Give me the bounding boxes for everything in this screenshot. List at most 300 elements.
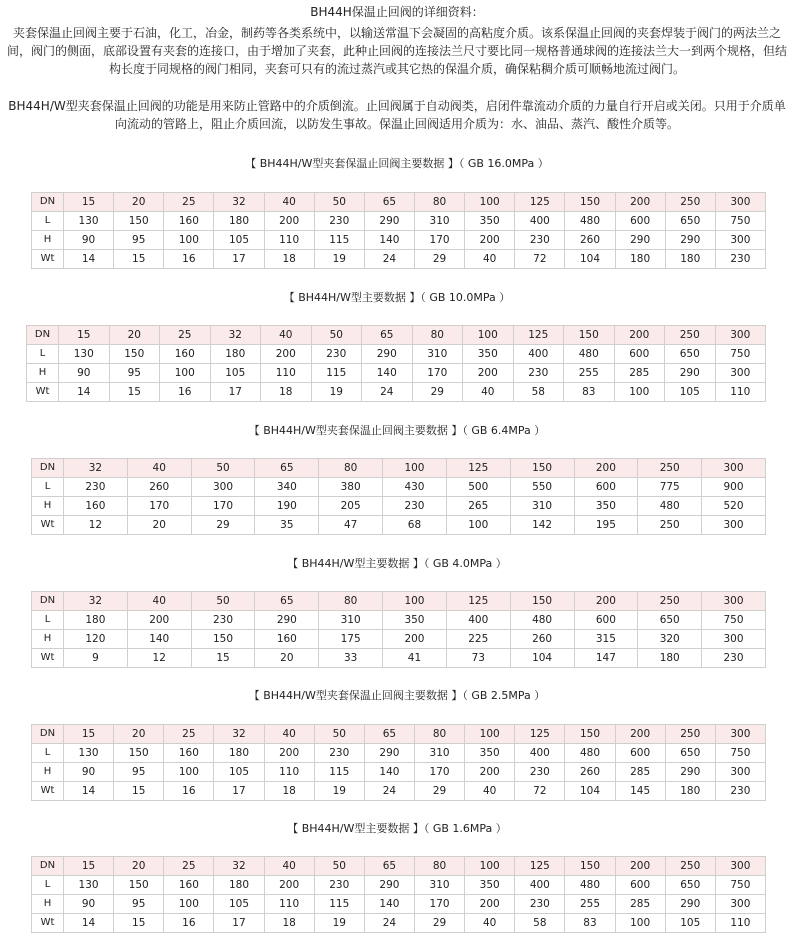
table-cell: 285 — [615, 763, 665, 782]
table-cell: 310 — [412, 345, 463, 364]
table-cell: 130 — [64, 744, 114, 763]
table-cell: 110 — [264, 895, 314, 914]
table-cell: 16 — [164, 914, 214, 933]
table-heading-16mpa: 【 BH44H/W型夹套保温止回阀主要数据 】（ GB 16.0MPa ） — [245, 157, 549, 170]
table-cell: 58 — [515, 914, 565, 933]
table-cell: 95 — [109, 364, 160, 383]
table-cell: 290 — [665, 763, 715, 782]
table-cell: 40 — [264, 857, 314, 876]
table-cell: 65 — [364, 725, 414, 744]
table-cell: 300 — [715, 857, 765, 876]
table-cell: 29 — [414, 250, 464, 269]
table-cell: 170 — [412, 364, 463, 383]
row-label-wt: Wt — [27, 383, 59, 402]
table-cell: 300 — [702, 630, 766, 649]
table-cell: 750 — [715, 876, 765, 895]
table-cell: 65 — [364, 193, 414, 212]
table-cell: 16 — [164, 250, 214, 269]
table-cell: 25 — [160, 326, 211, 345]
table-cell: 750 — [715, 345, 766, 364]
table-cell: 14 — [64, 782, 114, 801]
table-cell: 200 — [465, 231, 515, 250]
table-cell: 315 — [574, 630, 638, 649]
table-cell: 150 — [510, 459, 574, 478]
table-cell: 775 — [638, 478, 702, 497]
table-cell: 300 — [702, 592, 766, 611]
table-cell: 83 — [565, 914, 615, 933]
table-cell: 180 — [638, 649, 702, 668]
table-cell: 550 — [510, 478, 574, 497]
table-cell: 290 — [364, 876, 414, 895]
table-cell: 300 — [702, 459, 766, 478]
table-row-l — [32, 212, 766, 231]
table-row-h — [32, 895, 766, 914]
table-cell: 350 — [465, 744, 515, 763]
table-cell: 40 — [465, 250, 515, 269]
table-cell: 150 — [565, 193, 615, 212]
table-cell: 290 — [362, 345, 413, 364]
table-cell: 65 — [255, 592, 319, 611]
table-cell: 285 — [614, 364, 665, 383]
table-cell: 250 — [638, 459, 702, 478]
table-cell: 600 — [614, 345, 665, 364]
table-cell: 650 — [638, 611, 702, 630]
table-cell: 72 — [515, 782, 565, 801]
table-cell: 20 — [114, 193, 164, 212]
table-cell: 195 — [574, 516, 638, 535]
table-row-dn — [32, 857, 766, 876]
table-cell: 40 — [261, 326, 312, 345]
table-cell: 230 — [314, 876, 364, 895]
row-label-dn: DN — [32, 725, 64, 744]
table-cell: 15 — [109, 383, 160, 402]
table-cell: 73 — [446, 649, 510, 668]
table-cell: 180 — [665, 250, 715, 269]
table-cell: 205 — [319, 497, 383, 516]
table-cell: 380 — [319, 478, 383, 497]
table-cell: 230 — [311, 345, 362, 364]
table-cell: 170 — [414, 231, 464, 250]
table-cell: 16 — [160, 383, 211, 402]
table-cell: 15 — [114, 250, 164, 269]
table-cell: 290 — [665, 231, 715, 250]
table-cell: 650 — [665, 345, 716, 364]
spec-table-10mpa — [26, 325, 766, 402]
table-cell: 80 — [414, 193, 464, 212]
table-cell: 180 — [615, 250, 665, 269]
table-cell: 25 — [164, 725, 214, 744]
table-cell: 80 — [414, 857, 464, 876]
table-cell: 480 — [565, 876, 615, 895]
table-cell: 33 — [319, 649, 383, 668]
table-cell: 12 — [64, 516, 128, 535]
table-cell: 18 — [264, 782, 314, 801]
table-cell: 500 — [446, 478, 510, 497]
table-cell: 310 — [414, 744, 464, 763]
table-cell: 14 — [64, 914, 114, 933]
table-cell: 265 — [446, 497, 510, 516]
table-cell: 650 — [665, 744, 715, 763]
table-cell: 40 — [465, 914, 515, 933]
table-cell: 170 — [191, 497, 255, 516]
row-label-dn: DN — [27, 326, 59, 345]
table-cell: 200 — [465, 763, 515, 782]
table-cell: 32 — [214, 193, 264, 212]
table-cell: 160 — [64, 497, 128, 516]
table-cell: 310 — [510, 497, 574, 516]
table-cell: 40 — [463, 383, 514, 402]
table-cell: 350 — [383, 611, 447, 630]
table-cell: 255 — [564, 364, 615, 383]
table-cell: 320 — [638, 630, 702, 649]
table-cell: 100 — [465, 193, 515, 212]
table-cell: 230 — [515, 895, 565, 914]
document-title: BH44H保温止回阀的详细资料： — [310, 5, 484, 19]
table-cell: 100 — [383, 459, 447, 478]
table-cell: 29 — [412, 383, 463, 402]
row-label-wt: Wt — [32, 250, 64, 269]
table-cell: 18 — [264, 250, 314, 269]
table-cell: 200 — [615, 857, 665, 876]
table-row-wt — [32, 914, 766, 933]
spec-table-4mpa — [31, 591, 766, 668]
table-cell: 19 — [314, 250, 364, 269]
table-cell: 50 — [191, 459, 255, 478]
table-cell: 310 — [414, 212, 464, 231]
row-label-h: H — [27, 364, 59, 383]
row-label-dn: DN — [32, 459, 64, 478]
table-cell: 480 — [565, 744, 615, 763]
table-cell: 300 — [715, 326, 766, 345]
table-cell: 230 — [515, 763, 565, 782]
table-cell: 25 — [164, 857, 214, 876]
table-cell: 170 — [127, 497, 191, 516]
table-cell: 180 — [214, 744, 264, 763]
table-cell: 80 — [319, 459, 383, 478]
table-cell: 32 — [214, 725, 264, 744]
spec-table-1-6mpa — [31, 856, 766, 933]
table-cell: 230 — [715, 782, 765, 801]
table-cell: 110 — [715, 383, 766, 402]
table-cell: 290 — [364, 744, 414, 763]
table-cell: 110 — [264, 763, 314, 782]
table-cell: 300 — [715, 763, 765, 782]
table-cell: 230 — [314, 744, 364, 763]
table-cell: 160 — [160, 345, 211, 364]
table-cell: 230 — [314, 212, 364, 231]
table-cell: 230 — [515, 231, 565, 250]
table-cell: 350 — [465, 212, 515, 231]
table-cell: 140 — [364, 231, 414, 250]
table-cell: 65 — [364, 857, 414, 876]
row-label-h: H — [32, 497, 64, 516]
table-cell: 125 — [515, 725, 565, 744]
intro-paragraph: 夹套保温止回阀主要于石油，化工，冶金，制药等各类系统中，以输送常温下会凝固的高粘度介质。该系保温止回阀的夹套焊装于阀门的两法兰之间，阀门的侧面，底部设置有夹套的连接口，由于增加了夹套，此种止回阀的连接法兰尺寸要比同一规格普通球阀的连接法兰大一到两个规格，但结构长度于同规格的阀门相同，夹套可只有的流过蒸汽或其它热的保温介质，确保粘稠介质可顺畅地流过阀门。 — [6, 26, 787, 76]
table-cell: 130 — [64, 212, 114, 231]
table-cell: 230 — [383, 497, 447, 516]
table-cell: 41 — [383, 649, 447, 668]
table-cell: 285 — [615, 895, 665, 914]
table-row-l — [27, 345, 766, 364]
table-cell: 20 — [114, 725, 164, 744]
table-cell: 150 — [114, 876, 164, 895]
table-cell: 147 — [574, 649, 638, 668]
table-cell: 47 — [319, 516, 383, 535]
table-row-l — [32, 478, 766, 497]
table-cell: 110 — [715, 914, 765, 933]
table-cell: 480 — [510, 611, 574, 630]
table-cell: 24 — [364, 782, 414, 801]
table-cell: 310 — [414, 876, 464, 895]
table-cell: 400 — [515, 744, 565, 763]
table-cell: 120 — [64, 630, 128, 649]
table-cell: 15 — [191, 649, 255, 668]
table-cell: 18 — [264, 914, 314, 933]
table-cell: 750 — [715, 744, 765, 763]
table-row-wt — [27, 383, 766, 402]
table-cell: 17 — [214, 250, 264, 269]
table-cell: 104 — [565, 250, 615, 269]
table-cell: 350 — [465, 876, 515, 895]
table-cell: 150 — [191, 630, 255, 649]
function-paragraph: BH44H/W型夹套保温止回阀的功能是用来防止管路中的介质倒流。止回阀属于自动阀类，启闭件靠流动介质的力量自行开启或关闭。只用于介质单向流动的管路上，阻止介质回流，以防发生事故。保温止回阀适用介质为：水、油品、蒸汽、酸性介质等。 — [8, 99, 786, 131]
table-cell: 29 — [414, 914, 464, 933]
table-cell: 200 — [615, 193, 665, 212]
table-cell: 40 — [127, 459, 191, 478]
table-row-dn — [32, 193, 766, 212]
table-cell: 100 — [160, 364, 211, 383]
row-label-wt: Wt — [32, 914, 64, 933]
table-cell: 15 — [64, 193, 114, 212]
table-cell: 50 — [311, 326, 362, 345]
table-cell: 50 — [314, 725, 364, 744]
table-cell: 300 — [715, 193, 765, 212]
table-cell: 290 — [665, 895, 715, 914]
row-label-wt: Wt — [32, 782, 64, 801]
table-cell: 40 — [127, 592, 191, 611]
row-label-h: H — [32, 630, 64, 649]
table-cell: 105 — [665, 914, 715, 933]
table-cell: 125 — [515, 857, 565, 876]
table-cell: 200 — [463, 364, 514, 383]
table-cell: 100 — [164, 763, 214, 782]
table-row-dn — [32, 592, 766, 611]
table-cell: 150 — [564, 326, 615, 345]
table-cell: 260 — [127, 478, 191, 497]
table-cell: 15 — [64, 725, 114, 744]
table-cell: 100 — [465, 725, 515, 744]
table-cell: 100 — [164, 895, 214, 914]
table-cell: 200 — [264, 212, 314, 231]
table-cell: 250 — [638, 516, 702, 535]
table-cell: 20 — [127, 516, 191, 535]
table-cell: 90 — [64, 231, 114, 250]
table-cell: 175 — [319, 630, 383, 649]
table-cell: 65 — [362, 326, 413, 345]
table-cell: 58 — [513, 383, 564, 402]
table-cell: 600 — [615, 876, 665, 895]
table-cell: 100 — [615, 914, 665, 933]
table-row-wt — [32, 649, 766, 668]
table-cell: 250 — [665, 725, 715, 744]
table-cell: 15 — [114, 782, 164, 801]
table-cell: 200 — [615, 725, 665, 744]
table-cell: 300 — [715, 895, 765, 914]
row-label-l: L — [32, 611, 64, 630]
table-cell: 115 — [311, 364, 362, 383]
table-cell: 40 — [264, 725, 314, 744]
table-cell: 650 — [665, 212, 715, 231]
table-row-dn — [27, 326, 766, 345]
table-cell: 290 — [255, 611, 319, 630]
table-row-wt — [32, 516, 766, 535]
table-cell: 115 — [314, 895, 364, 914]
table-row-l — [32, 611, 766, 630]
table-row-l — [32, 876, 766, 895]
table-cell: 130 — [64, 876, 114, 895]
table-cell: 80 — [414, 725, 464, 744]
table-cell: 90 — [64, 763, 114, 782]
table-cell: 145 — [615, 782, 665, 801]
table-cell: 290 — [364, 212, 414, 231]
table-cell: 300 — [715, 364, 766, 383]
table-cell: 400 — [446, 611, 510, 630]
table-cell: 104 — [510, 649, 574, 668]
table-cell: 250 — [665, 193, 715, 212]
table-row-h — [32, 497, 766, 516]
table-row-wt — [32, 782, 766, 801]
table-cell: 104 — [565, 782, 615, 801]
table-cell: 15 — [114, 914, 164, 933]
table-cell: 260 — [510, 630, 574, 649]
table-cell: 20 — [114, 857, 164, 876]
table-cell: 50 — [191, 592, 255, 611]
table-cell: 125 — [446, 459, 510, 478]
table-cell: 350 — [463, 345, 514, 364]
table-cell: 20 — [255, 649, 319, 668]
table-cell: 95 — [114, 763, 164, 782]
table-cell: 40 — [264, 193, 314, 212]
table-cell: 170 — [414, 763, 464, 782]
table-cell: 29 — [191, 516, 255, 535]
table-cell: 140 — [127, 630, 191, 649]
table-cell: 14 — [59, 383, 110, 402]
table-row-h — [32, 231, 766, 250]
table-cell: 140 — [362, 364, 413, 383]
table-cell: 16 — [164, 782, 214, 801]
table-cell: 180 — [214, 212, 264, 231]
table-cell: 83 — [564, 383, 615, 402]
table-cell: 300 — [702, 516, 766, 535]
table-cell: 100 — [164, 231, 214, 250]
table-cell: 480 — [638, 497, 702, 516]
table-cell: 100 — [446, 516, 510, 535]
table-cell: 105 — [665, 383, 716, 402]
table-cell: 250 — [665, 326, 716, 345]
table-cell: 225 — [446, 630, 510, 649]
table-cell: 200 — [574, 592, 638, 611]
spec-table-16mpa — [31, 192, 766, 269]
table-cell: 300 — [715, 231, 765, 250]
table-heading-6-4mpa: 【 BH44H/W型夹套保温止回阀主要数据 】（ GB 6.4MPa ） — [248, 424, 546, 437]
table-cell: 32 — [210, 326, 261, 345]
table-cell: 180 — [210, 345, 261, 364]
table-cell: 14 — [64, 250, 114, 269]
table-cell: 29 — [414, 782, 464, 801]
table-cell: 17 — [214, 782, 264, 801]
table-cell: 260 — [565, 763, 615, 782]
table-cell: 600 — [615, 744, 665, 763]
table-cell: 125 — [515, 193, 565, 212]
table-cell: 250 — [665, 857, 715, 876]
table-cell: 250 — [638, 592, 702, 611]
table-cell: 160 — [164, 744, 214, 763]
table-cell: 200 — [574, 459, 638, 478]
table-cell: 310 — [319, 611, 383, 630]
table-cell: 140 — [364, 895, 414, 914]
table-cell: 32 — [64, 592, 128, 611]
table-cell: 20 — [109, 326, 160, 345]
table-cell: 230 — [64, 478, 128, 497]
table-cell: 200 — [465, 895, 515, 914]
table-cell: 100 — [383, 592, 447, 611]
table-cell: 19 — [314, 914, 364, 933]
table-cell: 25 — [164, 193, 214, 212]
row-label-dn: DN — [32, 857, 64, 876]
table-cell: 400 — [515, 212, 565, 231]
table-cell: 65 — [255, 459, 319, 478]
table-cell: 150 — [109, 345, 160, 364]
table-heading-1-6mpa: 【 BH44H/W型主要数据 】（ GB 1.6MPa ） — [287, 822, 507, 835]
table-cell: 230 — [191, 611, 255, 630]
table-cell: 15 — [59, 326, 110, 345]
row-label-l: L — [32, 478, 64, 497]
table-cell: 900 — [702, 478, 766, 497]
table-cell: 200 — [614, 326, 665, 345]
table-cell: 19 — [311, 383, 362, 402]
table-cell: 115 — [314, 231, 364, 250]
table-heading-10mpa: 【 BH44H/W型主要数据 】（ GB 10.0MPa ） — [283, 291, 511, 304]
table-cell: 150 — [565, 725, 615, 744]
table-cell: 480 — [564, 345, 615, 364]
table-cell: 750 — [715, 212, 765, 231]
table-cell: 17 — [214, 914, 264, 933]
table-cell: 290 — [615, 231, 665, 250]
table-cell: 95 — [114, 231, 164, 250]
row-label-l: L — [32, 212, 64, 231]
table-cell: 68 — [383, 516, 447, 535]
table-cell: 9 — [64, 649, 128, 668]
table-heading-4mpa: 【 BH44H/W型主要数据 】（ GB 4.0MPa ） — [287, 557, 507, 570]
table-cell: 260 — [565, 231, 615, 250]
table-cell: 105 — [210, 364, 261, 383]
table-cell: 600 — [615, 212, 665, 231]
table-cell: 24 — [362, 383, 413, 402]
table-cell: 180 — [64, 611, 128, 630]
table-cell: 160 — [255, 630, 319, 649]
table-cell: 100 — [463, 326, 514, 345]
table-cell: 160 — [164, 212, 214, 231]
table-cell: 150 — [114, 212, 164, 231]
table-cell: 95 — [114, 895, 164, 914]
table-cell: 105 — [214, 895, 264, 914]
table-row-h — [32, 630, 766, 649]
table-cell: 200 — [261, 345, 312, 364]
table-cell: 105 — [214, 231, 264, 250]
table-row-dn — [32, 725, 766, 744]
table-cell: 200 — [383, 630, 447, 649]
table-cell: 90 — [59, 364, 110, 383]
